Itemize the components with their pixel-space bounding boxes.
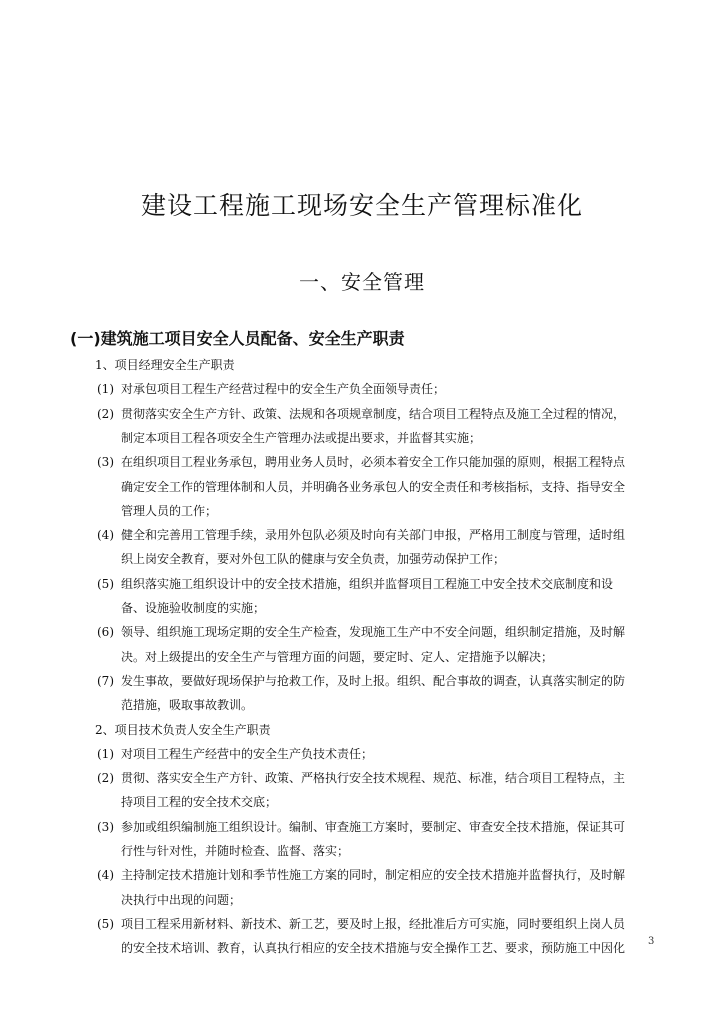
list-item-number: (7) (97, 674, 114, 688)
list-item-text: 健全和完善用工管理手续，录用外包队必须及时向有关部门申报，严格用工制度与管理，适时组 (121, 528, 626, 542)
subheading-line: 2、项目技术负责人安全生产职责 (95, 723, 271, 737)
continuation-line: 备、设施验收制度的实施； (121, 601, 266, 615)
list-item-number: (4) (97, 868, 114, 882)
list-item-text: 贯彻、落实安全生产方针、政策、严格执行安全技术规程、规范、标准，结合项目工程特点，主 (121, 771, 626, 785)
list-item-number: (1) (97, 382, 114, 396)
continuation-line: 范措施，吸取事故教训。 (121, 698, 254, 712)
list-item-text: 发生事故，要做好现场保护与抢救工作，及时上报。组织、配合事故的调查，认真落实制定的防 (121, 674, 626, 688)
continuation-line: 制定本项目工程各项安全生产管理办法或提出要求，并监督其实施； (121, 431, 482, 445)
subheading-line: 1、项目经理安全生产职责 (95, 358, 235, 372)
subsection-heading: (一)建筑施工项目安全人员配备、安全生产职责 (70, 329, 405, 348)
continuation-line: 决。对上级提出的安全生产与管理方面的问题，要定时、定人、定措施予以解决； (121, 650, 554, 664)
list-item-text: 贯彻落实安全生产方针、政策、法规和各项规章制度，结合项目工程特点及施工全过程的情况， (121, 407, 626, 421)
list-item-number: (3) (97, 455, 114, 469)
list-item-text: 在组织项目工程业务承包，聘用业务人员时，必须本着安全工作只能加强的原则，根据工程特点 (121, 455, 626, 469)
list-item-number: (5) (97, 917, 114, 931)
list-item-number: (6) (97, 625, 114, 639)
continuation-line: 管理人员的工作； (121, 504, 218, 518)
section-heading: 一、安全管理 (299, 270, 425, 294)
continuation-line: 确定安全工作的管理体制和人员，并明确各业务承包人的安全责任和考核指标，支持、指导安全 (121, 480, 626, 494)
list-item-number: (3) (97, 820, 114, 834)
list-item-text: 对项目工程生产经营中的安全生产负技术责任； (121, 747, 374, 761)
list-item-number: (2) (97, 407, 114, 421)
list-item-text: 组织落实施工组织设计中的安全技术措施，组织并监督项目工程施工中安全技术交底制度和设 (121, 577, 614, 591)
list-item-text: 领导、组织施工现场定期的安全生产检查，发现施工生产中不安全问题，组织制定措施，及时解 (121, 625, 626, 639)
list-item-number: (2) (97, 771, 114, 785)
continuation-line: 决执行中出现的问题； (121, 893, 242, 907)
list-item-text: 主持制定技术措施计划和季节性施工方案的同时，制定相应的安全技术措施并监督执行，及时解 (121, 868, 626, 882)
list-item-number: (1) (97, 747, 114, 761)
continuation-line: 织上岗安全教育，要对外包工队的健康与安全负责，加强劳动保护工作； (121, 552, 506, 566)
list-item-text: 对承包项目工程生产经营过程中的安全生产负全面领导责任； (121, 382, 446, 396)
continuation-line: 持项目工程的安全技术交底； (121, 795, 278, 809)
document-title: 建设工程施工现场安全生产管理标准化 (140, 191, 583, 220)
list-item-number: (5) (97, 577, 114, 591)
continuation-line: 的安全技术培训、教育，认真执行相应的安全技术措施与安全操作工艺、要求，预防施工中因化 (121, 941, 626, 955)
list-item-number: (4) (97, 528, 114, 542)
list-item-text: 参加或组织编制施工组织设计。编制、审查施工方案时，要制定、审查安全技术措施，保证其可 (121, 820, 626, 834)
continuation-line: 行性与针对性，并随时检查、监督、落实； (121, 844, 350, 858)
list-item-text: 项目工程采用新材料、新技术、新工艺，要及时上报，经批准后方可实施，同时要组织上岗人员 (121, 917, 626, 931)
page-number: 3 (648, 936, 655, 947)
